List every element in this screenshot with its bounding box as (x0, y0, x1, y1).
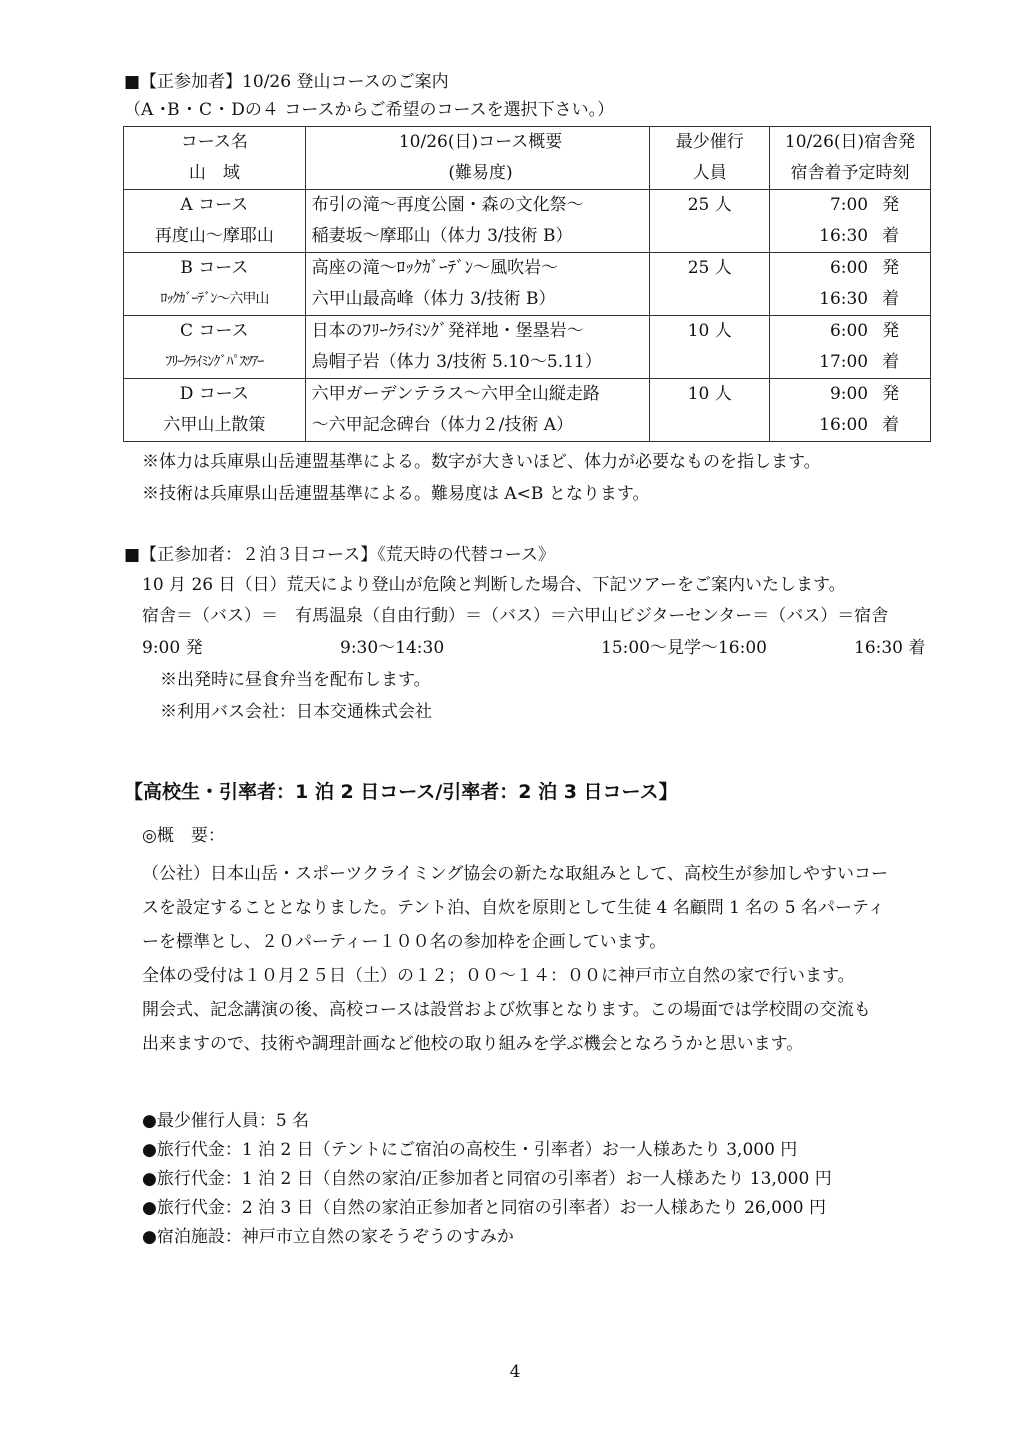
departure-label: 発 (882, 195, 900, 215)
course-summary: 六甲ガーデンテラス〜六甲全山縦走路 (311, 384, 600, 404)
list-item: ●旅行代金：1 泊 2 日（自然の家泊/正参加者と同宿の引率者）お一人様あたり 13,000 円 (142, 1169, 832, 1189)
departure-label: 発 (882, 321, 900, 341)
table-row (124, 379, 931, 442)
course-area: ﾌﾘｰｸﾗｲﾐﾝｸﾞﾊﾟｽﾂｱｰ (165, 354, 264, 370)
course-area: 六甲山上散策 (163, 415, 266, 435)
header-area: 山 域 (188, 163, 240, 183)
paragraph-line: （公社）日本山岳・スポーツクライミング協会の新たな取組みとして、高校生が参加しやすいコー (142, 864, 888, 884)
header-departure: 10/26(日)宿舎発 (784, 132, 916, 152)
page-number: 4 (509, 1362, 521, 1382)
course-min: 25 人 (687, 258, 732, 278)
arrival-time: 16:30 (819, 289, 869, 309)
course-selection-note: （A ･B ･ C ･ Dの４ コースからご希望のコースを選択下さい。） (124, 100, 615, 120)
arrival-time: 16:00 (819, 415, 869, 435)
footnote-technique: ※技術は兵庫県山岳連盟基準による。難易度は A<B となります。 (142, 484, 650, 504)
course-name: D コース (179, 384, 249, 404)
course-name: C コース (180, 321, 249, 341)
header-min-participants: 最少催行 (675, 132, 744, 152)
paragraph-line: ーを標準とし、２０パーティー１００名の参加枠を企画しています。 (142, 932, 667, 952)
departure-label: 発 (882, 258, 900, 278)
table-row (124, 190, 931, 253)
arrival-time: 16:30 (819, 226, 869, 246)
paragraph-line: 開会式、記念講演の後、高校コースは設営および炊事となります。この場面では学校間の交流も (142, 1000, 871, 1020)
lunch-note: ※出発時に昼食弁当を配布します。 (160, 670, 431, 690)
course-table (123, 126, 931, 442)
header-summary: 10/26(日)コース概要 (398, 132, 563, 152)
footnote-stamina: ※体力は兵庫県山岳連盟基準による。数字が大きいほど、体力が必要なものを指します。 (142, 452, 821, 472)
header-course-name: コース名 (180, 132, 248, 152)
course-summary-2: 〜六甲記念碑台（体力２/技術 A） (311, 415, 574, 435)
course-name: A コース (180, 195, 249, 215)
departure-time: 7:00 (829, 195, 869, 215)
time-arima: 9:30〜14:30 (340, 638, 445, 658)
course-min: 10 人 (687, 321, 732, 341)
course-area: ﾛｯｸｶﾞｰﾃﾞﾝ〜六甲山 (160, 291, 269, 307)
course-table-header (124, 127, 931, 190)
bus-company-note: ※利用バス会社：日本交通株式会社 (160, 702, 432, 722)
arrival-label: 着 (882, 289, 900, 309)
course-summary: 日本のﾌﾘｰｸﾗｲﾐﾝｸﾞ発祥地・堡塁岩〜 (311, 321, 584, 341)
list-item: ●旅行代金：2 泊 3 日（自然の家泊正参加者と同宿の引率者）お一人様あたり 26,000 円 (142, 1198, 826, 1218)
course-min: 10 人 (687, 384, 732, 404)
course-min: 25 人 (687, 195, 732, 215)
list-item: ●宿泊施設：神戸市立自然の家そうぞうのすみか (142, 1227, 514, 1247)
section1-title: ■【正参加者】10/26 登山コースのご案内 (124, 72, 449, 92)
table-row (124, 316, 931, 379)
course-summary: 高座の滝〜ﾛｯｸｶﾞｰﾃﾞﾝ〜風吹岩〜 (311, 258, 559, 278)
header-difficulty: (難易度) (448, 163, 513, 183)
list-item: ●旅行代金：1 泊 2 日（テントにご宿泊の高校生・引率者）お一人様あたり 3,000 円 (142, 1140, 798, 1160)
list-item: ●最少催行人員：5 名 (142, 1111, 310, 1131)
arrival-time: 17:00 (819, 352, 869, 372)
alternate-route: 宿舎＝（バス）＝ 有馬温泉（自由行動）＝（バス）＝六甲山ビジターセンター＝（バス）＝宿舎 (142, 606, 889, 626)
table-row (124, 253, 931, 316)
time-visitor-center: 15:00〜見学〜16:00 (601, 638, 767, 658)
paragraph-line: 出来ますので、技術や調理計画など他校の取り組みを学ぶ機会となろうかと思います。 (142, 1034, 804, 1054)
info-bullets (142, 1107, 832, 1252)
paragraph-line: 全体の受付は１０月２５日（土）の１２；００〜１４：００に神戸市立自然の家で行います。 (142, 966, 855, 986)
course-summary-2: 稲妻坂〜摩耶山（体力 3/技術 B） (311, 226, 573, 246)
course-area: 再度山〜摩耶山 (154, 226, 274, 246)
alternate-route-times (142, 638, 932, 658)
arrival-label: 着 (882, 226, 900, 246)
section2-title: ■【正参加者：２泊３日コース】《荒天時の代替コース》 (124, 545, 555, 565)
course-name: B コース (180, 258, 249, 278)
departure-time: 9:00 (829, 384, 869, 404)
bad-weather-description: 10 月 26 日（日）荒天により登山が危険と判断した場合、下記ツアーをご案内いたします。 (142, 575, 846, 595)
course-summary-2: 烏帽子岩（体力 3/技術 5.10〜5.11） (311, 352, 602, 372)
arrival-label: 着 (882, 352, 900, 372)
departure-time: 6:00 (829, 321, 869, 341)
course-summary-2: 六甲山最高峰（体力 3/技術 B） (311, 289, 556, 309)
time-arrival: 16:30 着 (854, 638, 926, 658)
header-min-participants-unit: 人員 (692, 163, 727, 183)
course-summary: 布引の滝〜再度公園・森の文化祭〜 (311, 195, 584, 215)
time-departure: 9:00 発 (142, 638, 203, 658)
paragraph-line: スを設定することとなりました。テント泊、自炊を原則として生徒 4 名顧問 1 名の 5 名パーティ (142, 898, 885, 918)
arrival-label: 着 (882, 415, 900, 435)
header-arrival: 宿舎着予定時刻 (790, 163, 910, 183)
departure-label: 発 (882, 384, 900, 404)
overview-paragraph (142, 857, 932, 1061)
departure-time: 6:00 (829, 258, 869, 278)
overview-label: ◎概 要： (142, 826, 225, 846)
section3-title: 【高校生・引率者：1 泊 2 日コース/引率者：2 泊 3 日コース】 (124, 781, 678, 803)
